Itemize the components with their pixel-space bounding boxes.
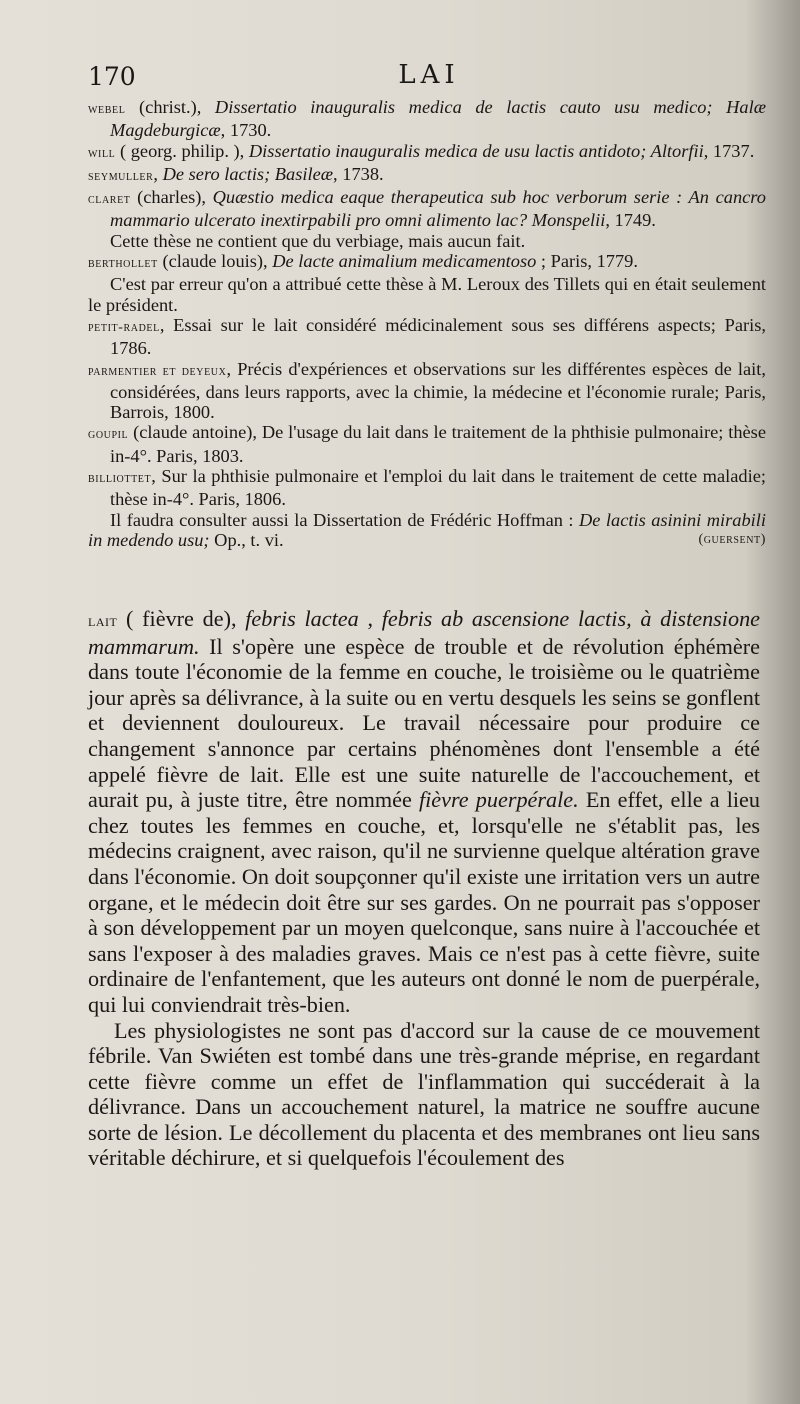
entry-author: petit-radel [88,319,160,335]
entry-author-detail: , [153,163,163,184]
bibliography-note: C'est par erreur qu'on a attribué cette thèse à M. Leroux des Tillets qui en était seulement le président. [88,274,766,315]
entry-rest: Essai sur le lait considéré médicinalement sous ses différens aspects; Paris, 1786. [110,314,766,359]
entry-author: claret [88,192,131,208]
entry-title: Dissertatio inauguralis medica de usu lactis antidoto; Altorfii [248,140,704,161]
entry-author-detail: , [226,358,238,379]
note-title: De lactis asinini mirabili in medendo usu; [88,509,767,550]
note-rest: Op., t. vi. [209,529,284,550]
entry-author-detail: ( georg. philip. ), [115,140,249,161]
bibliography-entry [88,359,766,423]
entry-author-detail: (charles), [130,187,213,208]
bibliography-entry [88,164,766,187]
entry-author: berthollet [88,256,158,272]
article-headword: lait [88,611,118,630]
entry-rest: , 1737. [703,140,755,161]
entry-rest: , 1730. [220,120,272,141]
bibliography-note [88,510,766,551]
paragraph-text: En effet, elle a lieu chez toutes les femmes en couche, et, lorsqu'elle ne s'établit pas, les médecins craignent, avec raison, qu'il ne survienne quelque altération grave dans l'économie. On doit soupçonner qu'il existe une irritation vers un autre organe, et le médecin doit être sur ses gardes. On ne pourrait pas s'opposer à son développement par un moyen quelconque, sans nuire à l'accouchée et sans l'exposer à des maladies graves. Mais ce n'est pas à cette fièvre, suite ordinaire de l'enfantement, que les auteurs ont donné le nom de puerpérale, qui lui conviendrait très-bien. [88,787,760,1017]
page-number: 170 [88,62,136,91]
entry-author-detail: , [151,466,162,487]
latin-term: febris ab ascensione lactis, à distensione mammarum. [88,606,761,659]
bibliography-entry [88,251,766,274]
paragraph-text: Il s'opère une espèce de trouble et de révolution éphémère dans toute l'économie de la femme en couche, le troisième ou le quatrième jour après sa délivrance, à la suite ou en vertu desquels les seins se gonflent et deviennent douloureux. Le travail nécessaire pour produire ce changement s'annonce par certains phénomènes dont l'ensemble a été appelé fièvre de lait. Elle est une suite naturelle de l'accouchement, et aurait pu, à juste titre, être nommée [88,633,760,813]
running-head: LAI [398,60,460,90]
entry-author-detail: (christ.), [125,97,215,117]
entry-author: billiottet [88,471,152,487]
bibliography-list [88,97,766,550]
entry-author-detail: , [159,314,174,335]
bibliography-entry [88,315,766,359]
entry-title: De sero lactis; Basileæ [162,163,334,184]
entry-title: De lacte animalium medicamentoso [272,251,537,272]
entry-author: goupil [88,427,129,443]
bibliography-entry [88,97,766,141]
entry-author: will [88,145,116,161]
article-body [88,606,760,1171]
entry-author-detail: (claude antoine), [128,422,262,443]
entry-rest: De l'usage du lait dans le traitement de la phthisie pulmonaire; thèse in-4°. Paris, 1803. [110,422,766,466]
bibliography-entry [88,141,766,164]
entry-rest: , 1749. [605,210,656,231]
entry-title: Quæstio medica eaque therapeutica sub hoc verborum serie : An cancro mammario ulcerato inextirpabili pro omni alimento lac? Monspelii [110,187,766,231]
entry-rest: ; Paris, 1779. [536,251,638,272]
entry-title: Dissertatio inauguralis medica de lactis cauto usu medico; Halæ Magdeburgicæ [110,97,766,141]
entry-author-detail: (claude louis), [157,251,273,272]
bibliography-entry [88,187,766,231]
article-paragraph: Les physiologistes ne sont pas d'accord sur la cause de ce mouvement fébrile. Van Swiéten est tombé dans une très-grande méprise, en regardant cette fièvre comme un effet de l'inflammation qui succéderait à la délivrance. Dans un accouchement naturel, la matrice ne souffre aucune sorte de lésion. Le décollement du placenta et des membranes ont lieu sans véritable déchirure, et si quelquefois l'écoulement des [88,1017,760,1171]
entry-author: webel [88,102,126,117]
entry-rest: , 1738. [333,163,384,184]
italic-term: fièvre puerpérale. [418,787,579,813]
bibliography-entry [88,466,766,510]
author-signature: (guersent) [698,531,766,547]
latin-term: febris lactea [245,606,359,631]
article-paragraph [88,606,760,1018]
page-header [88,58,770,98]
entry-rest: Sur la phthisie pulmonaire et l'emploi du lait dans le traitement de cette maladie; thèse in-4°. Paris, 1806. [110,466,766,510]
note-text: Il faudra consulter aussi la Dissertation de Frédéric Hoffman : [110,509,579,530]
paragraph-text: ( fièvre de), [117,606,246,631]
bibliography-note: Cette thèse ne contient que du verbiage, mais aucun fait. [110,230,526,251]
paragraph-text: , [358,606,382,631]
entry-rest: Précis d'expériences et observations sur les différentes espèces de lait, considérées, dans leurs rapports, avec la chimie, la médecine et l'économie rurale; Paris, Barrois, 1800. [110,358,766,423]
entry-author: parmentier et deyeux [88,363,227,379]
bibliography-entry [88,422,766,466]
entry-author: seymuller [88,168,154,184]
